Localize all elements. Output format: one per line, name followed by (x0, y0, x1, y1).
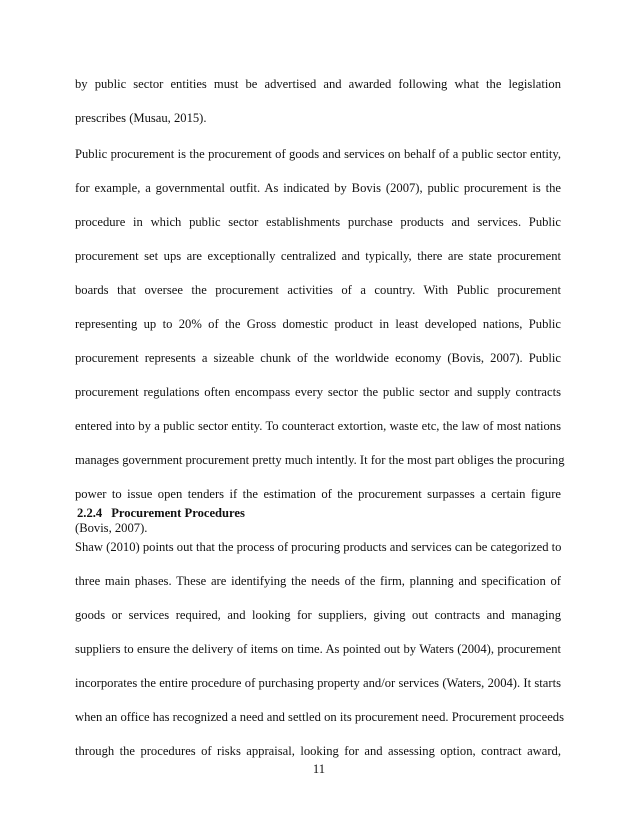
paragraph-line: goods or services required, and looking for suppliers, giving out contracts and managing (75, 608, 561, 622)
paragraph-line: entered into by a public sector entity. To counteract extortion, waste etc, the law of most nations (75, 419, 561, 433)
paragraph-continuation (75, 77, 561, 145)
paragraph-line: (Bovis, 2007). (75, 521, 148, 535)
paragraph-line: incorporates the entire procedure of purchasing property and/or services (Waters, 2004). It starts (75, 676, 561, 690)
paragraph-line: Shaw (2010) points out that the process of procuring products and services can be categorized to (75, 540, 562, 554)
section-number: 2.2.4 (77, 506, 103, 520)
paragraph-line: power to issue open tenders if the estimation of the procurement surpasses a certain figure (75, 487, 561, 501)
paragraph-line: when an office has recognized a need and settled on its procurement need. Procurement proceeds (75, 710, 564, 724)
paragraph-procedures (75, 540, 564, 778)
section-heading (77, 506, 245, 520)
paragraph-line: prescribes (Musau, 2015). (75, 111, 207, 125)
paragraph-line: suppliers to ensure the delivery of items on time. As pointed out by Waters (2004), procurement (75, 642, 561, 656)
paragraph-public-procurement (75, 147, 565, 555)
paragraph-line: Public procurement is the procurement of goods and services on behalf of a public sector entity, (75, 147, 561, 161)
paragraph-line: procurement represents a sizeable chunk of the worldwide economy (Bovis, 2007). Public (75, 351, 561, 365)
paragraph-line: by public sector entities must be advertised and awarded following what the legislation (75, 77, 561, 91)
page-number: 11 (312, 762, 326, 776)
paragraph-line: representing up to 20% of the Gross domestic product in least developed nations, Public (75, 317, 561, 331)
section-title: Procurement Procedures (111, 506, 245, 520)
paragraph-line: manages government procurement pretty much intently. It for the most part obliges the procuring (75, 453, 565, 467)
paragraph-line: for example, a governmental outfit. As indicated by Bovis (2007), public procurement is the (75, 181, 561, 195)
paragraph-line: procedure in which public sector establishments purchase products and services. Public (75, 215, 561, 229)
paragraph-line: boards that oversee the procurement activities of a country. With Public procurement (75, 283, 561, 297)
paragraph-line: through the procedures of risks appraisal, looking for and assessing option, contract award, (75, 744, 561, 758)
paragraph-line: three main phases. These are identifying the needs of the firm, planning and specification of (75, 574, 561, 588)
paragraph-line: procurement set ups are exceptionally centralized and typically, there are state procurement (75, 249, 561, 263)
paragraph-line: procurement regulations often encompass every sector the public sector and supply contracts (75, 385, 561, 399)
